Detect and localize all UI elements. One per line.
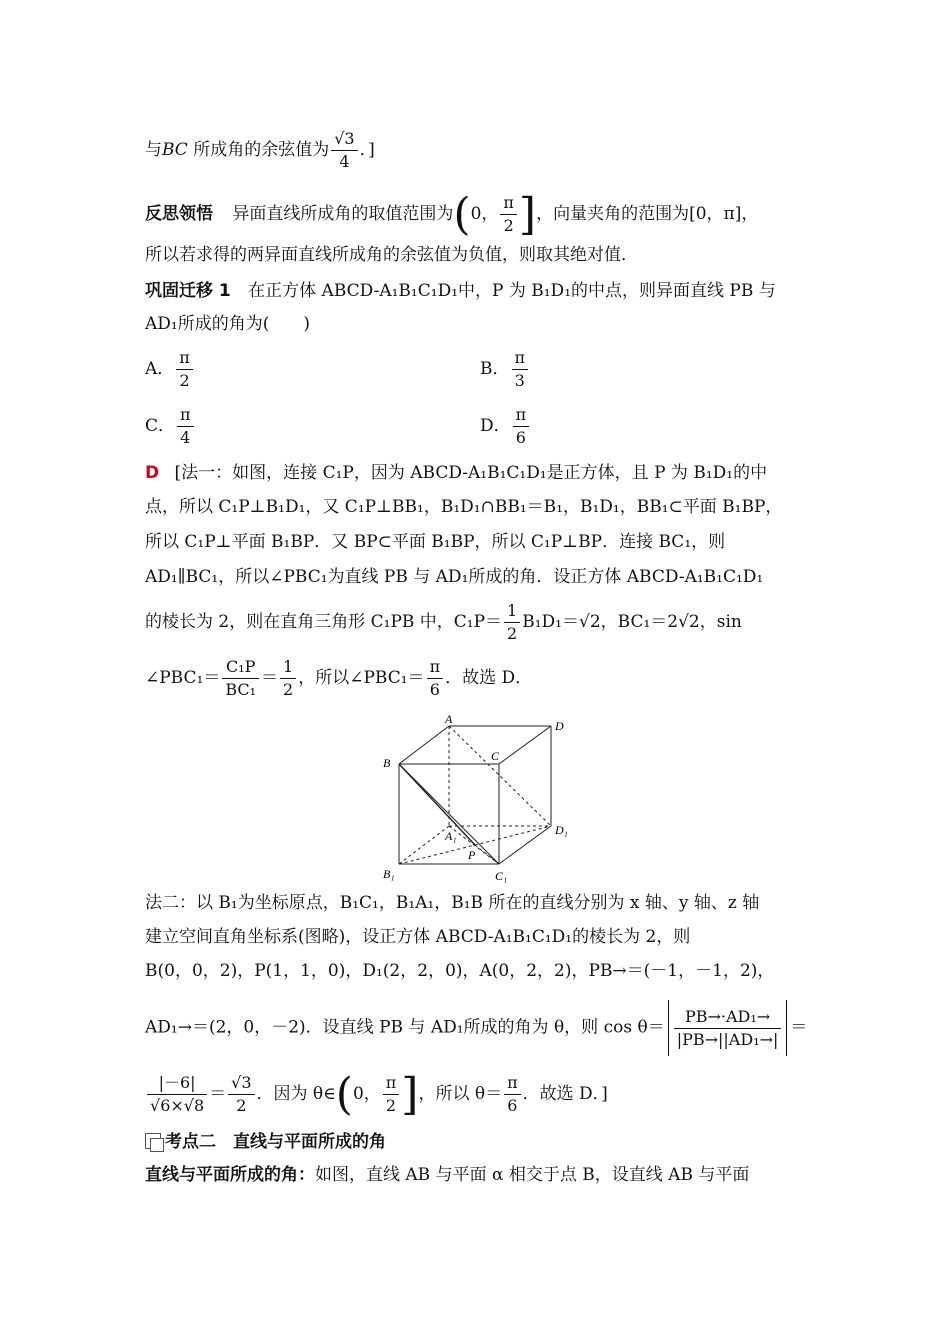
segment-pc1 (475, 845, 499, 864)
option-c[interactable]: C． $\frac{\pi}{4}$ (145, 404, 196, 449)
section-heading: 考点二 直线与平面所成的角 (145, 1127, 810, 1157)
label-d1: D₁ (555, 823, 568, 837)
edge-ba (399, 726, 449, 764)
method2-line-2: 建立空间直角坐标系(图略)，设正方体 ABCD-A₁B₁C₁D₁的棱长为 2，则 (145, 927, 691, 947)
reflection-title: 反思领悟 (145, 204, 213, 224)
method2-line-5: $\frac{|-6|}{√6\times√8}$ ＝ $\frac{√3}{2}$ ．因为 θ∈(0， $\frac{\pi}{2}$ ]，所以 θ＝ $\frac{\pi}{6}$ ．故选 D．] (145, 1072, 810, 1117)
reflection-line-2: 所以若求得的两异面直线所成角的余弦值为负值，则取其绝对值． (145, 245, 638, 265)
label-c: C (491, 749, 500, 763)
label-b1: B₁ (383, 867, 395, 881)
section-icon (145, 1133, 161, 1149)
answer-letter: D (145, 463, 160, 483)
label-a1: A₁ (445, 829, 457, 843)
solution-line-5: 的棱长为 2，则在直角三角形 C₁PB 中，C₁P＝ $\frac{1}{2}$ B₁D₁＝√2，BC₁＝2√2，sin (145, 601, 742, 643)
intro-line: 与BC 所成角的余弦值为 $\frac{√3}{4}$ ．] (145, 129, 375, 171)
solution-line-2: 点，所以 C₁P⊥B₁D₁，又 C₁P⊥BB₁，B₁D₁∩BB₁＝B₁，B₁D₁，BB₁⊂平面 B₁BP， (145, 497, 783, 517)
label-b: B (383, 756, 391, 770)
solution-line-3: 所以 C₁P⊥平面 B₁BP．又 BP⊂平面 B₁BP，所以 C₁P⊥BP．连接 BC₁，则 (145, 532, 726, 552)
exercise-line-2: AD₁所成的角为( ) (145, 314, 310, 334)
section-line: 直线与平面所成的角：如图，直线 AB 与平面 α 相交于点 B，设直线 AB 与平面 (145, 1165, 750, 1185)
option-a[interactable]: A． $\frac{\pi}{2}$ (145, 347, 195, 392)
cube-figure (375, 712, 575, 887)
segment-ad1 (449, 726, 551, 826)
label-d: D (555, 719, 564, 733)
label-a: A (445, 712, 453, 726)
edge-b1a1 (399, 826, 449, 864)
label-p: P (468, 848, 476, 862)
solution-line-4: AD₁∥BC₁，所以∠PBC₁为直线 PB 与 AD₁所成的角．设正方体 ABCD-A₁B₁C₁D₁ (145, 567, 764, 587)
option-b[interactable]: B． $\frac{\pi}{3}$ (480, 347, 530, 392)
edge-c1d1 (499, 826, 551, 864)
edge-cd (499, 726, 551, 764)
solution-line-1: D [法一：如图，连接 C₁P，因为 ABCD-A₁B₁C₁D₁是正方体，且 P 为 B₁D₁的中 (145, 463, 768, 483)
segment-bp (399, 764, 475, 845)
option-d[interactable]: D． $\frac{\pi}{6}$ (480, 404, 531, 449)
exercise-title: 巩固迁移 1 (145, 281, 231, 301)
exercise-line-1: 巩固迁移 1 在正方体 ABCD-A₁B₁C₁D₁中，P 为 B₁D₁的中点，则异面直线 PB 与 (145, 281, 776, 301)
method2-line-1: 法二：以 B₁为坐标原点，B₁C₁，B₁A₁，B₁B 所在的直线分别为 x 轴、y 轴、z 轴 (145, 893, 760, 913)
label-c1: C₁ (495, 869, 508, 883)
cosine-fraction: $\frac{√3}{4}$ (331, 128, 357, 173)
method2-line-3: B(0，0，2)，P(1，1，0)，D₁(2，2，0)，A(0，2，2)，PB→＝(－1，－1，2)， (145, 961, 775, 981)
reflection-line-1: 反思领悟 异面直线所成角的取值范围为(0， $\frac{\pi}{2}$ ]，向量夹角的范围为[0，π]， (145, 188, 759, 240)
method2-line-4: AD₁→＝(2，0，－2)．设直线 PB 与 AD₁所成的角为 θ，则 cos θ＝ $\frac{\text{PB→·AD₁→}}{\text{|PB→||AD₁→|}}$ ＝ (145, 1000, 810, 1056)
solution-line-6: ∠PBC₁＝ $\frac{\text{C₁P}}{\text{BC₁}}$ ＝ $\frac{1}{2}$ ，所以∠PBC₁＝ $\frac{\pi}{6}$ ．故选 D． (145, 657, 533, 699)
